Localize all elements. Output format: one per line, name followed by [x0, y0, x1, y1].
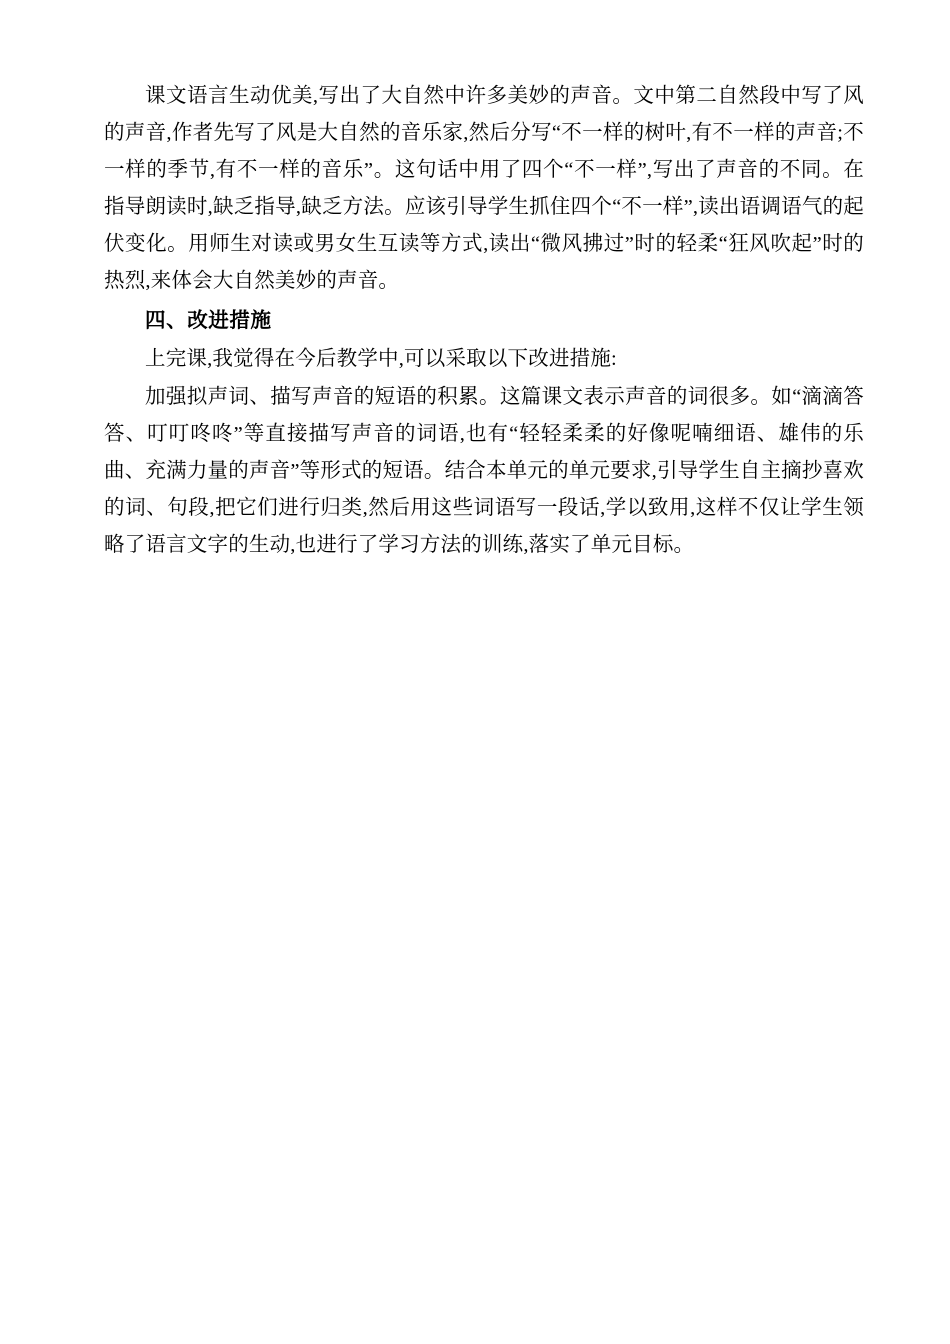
- paragraph-intro-measures: 上完课,我觉得在今后教学中,可以采取以下改进措施:: [145, 348, 617, 370]
- paragraph-reflection-language: 课文语言生动优美,写出了大自然中许多美妙的声音。文中第二自然段中写了风的声音,作者先写了风是大自然的音乐家,然后分写“不一样的树叶,有不一样的声音;不一样的季节,有不一样的音乐”。这句话中用了四个“不一样”,写出了声音的不同。在指导朗读时,缺乏指导,缺乏方法。应该引导学生抓住四个“不一样”,读出语调语气的起伏变化。用师生对读或男女生互读等方式,读出“微风拂过”时的轻柔“狂风吹起”时的热烈,来体会大自然美妙的声音。: [104, 85, 864, 292]
- document-body: [104, 78, 864, 565]
- section-heading-improvement-measures: 四、改进措施: [145, 310, 272, 332]
- paragraph-measure-vocabulary: 加强拟声词、描写声音的短语的积累。这篇课文表示声音的词很多。如“滴滴答答、叮叮咚咚”等直接描写声音的词语,也有“轻轻柔柔的好像呢喃细语、雄伟的乐曲、充满力量的声音”等形式的短语。结合本单元的单元要求,引导学生自主摘抄喜欢的词、句段,把它们进行归类,然后用这些词语写一段话,学以致用,这样不仅让学生领略了语言文字的生动,也进行了学习方法的训练,落实了单元目标。: [104, 386, 864, 556]
